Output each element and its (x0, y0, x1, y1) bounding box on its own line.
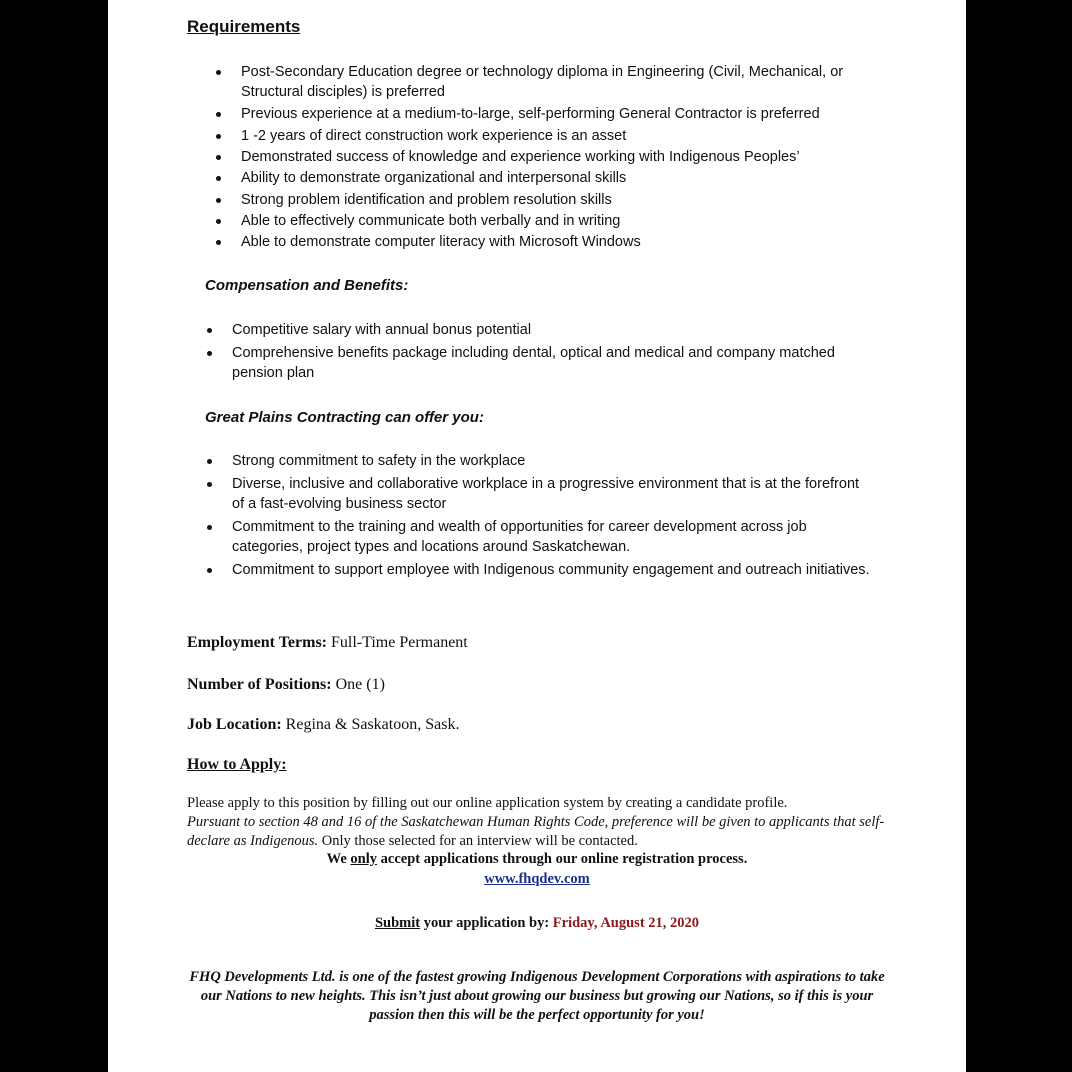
list-item: Commitment to support employee with Indigenous community engagement and outreach initiatives. (232, 560, 872, 580)
only-online-note: We only accept applications through our online registration process. (326, 851, 748, 867)
offer-heading: Great Plains Contracting can offer you: (205, 409, 484, 426)
bullet-icon (216, 134, 221, 139)
bullet-icon (216, 240, 221, 245)
submit-deadline: Submit your application by: Friday, August 21, 2020 (374, 915, 700, 931)
list-item: Demonstrated success of knowledge and experience working with Indigenous Peoples’ (241, 147, 891, 167)
website-link[interactable]: www.fhqdev.com (484, 871, 590, 887)
number-of-positions: Number of Positions: One (1) (187, 676, 385, 693)
link-row (108, 871, 966, 888)
list-item: Ability to demonstrate organizational and interpersonal skills (241, 168, 891, 188)
compensation-heading: Compensation and Benefits: (205, 277, 409, 294)
list-item: Comprehensive benefits package including dental, optical and medical and company matched pension plan (232, 343, 882, 383)
list-item: Competitive salary with annual bonus potential (232, 320, 882, 340)
job-location: Job Location: Regina & Saskatoon, Sask. (187, 716, 460, 733)
document-page (108, 0, 966, 1072)
bullet-icon (216, 155, 221, 160)
bullet-icon (216, 219, 221, 224)
employment-terms: Employment Terms: Full-Time Permanent (187, 634, 468, 651)
bullet-icon (207, 351, 212, 356)
apply-instructions: Please apply to this position by filling out our online application system by creating a candidate profile. Pursuant to section 48 and 16 of the Saskatchewan Human Rights Code, preference will be given to applicants that self-declare as Indigenous. Only those selected for an interview will be contacted. (187, 795, 885, 849)
list-item: Able to effectively communicate both verbally and in writing (241, 211, 891, 231)
offer-list (232, 451, 872, 583)
list-item: Commitment to the training and wealth of opportunities for career development across job categories, project types and locations around Saskatchewan. (232, 517, 872, 557)
bullet-icon (216, 176, 221, 181)
bullet-icon (207, 568, 212, 573)
bullet-icon (207, 482, 212, 487)
closing-statement: FHQ Developments Ltd. is one of the fastest growing Indigenous Development Corporations with aspirations to take our Nations to new heights. This isn’t just about growing our business but growing our Nations, so if this is your passion then this will be the perfect opportunity for you! (189, 969, 885, 1023)
list-item: Previous experience at a medium-to-large, self-performing General Contractor is preferred (241, 104, 891, 124)
list-item: Strong commitment to safety in the workplace (232, 451, 872, 471)
bullet-icon (216, 198, 221, 203)
requirements-list (241, 62, 891, 253)
compensation-list (232, 320, 882, 386)
bullet-icon (207, 459, 212, 464)
bullet-icon (207, 525, 212, 530)
list-item: Diverse, inclusive and collaborative workplace in a progressive environment that is at the forefront of a fast-evolving business sector (232, 474, 872, 514)
requirements-title: Requirements (187, 17, 301, 36)
how-to-apply-title: How to Apply: (187, 756, 287, 773)
list-item: Strong problem identification and problem resolution skills (241, 190, 891, 210)
bullet-icon (207, 328, 212, 333)
list-item: Post-Secondary Education degree or technology diploma in Engineering (Civil, Mechanical, or Structural disciples) is preferred (241, 62, 871, 102)
list-item: 1 -2 years of direct construction work experience is an asset (241, 126, 891, 146)
bullet-icon (216, 70, 221, 75)
deadline-date: Friday, August 21, 2020 (552, 915, 700, 931)
bullet-icon (216, 112, 221, 117)
list-item: Able to demonstrate computer literacy with Microsoft Windows (241, 232, 891, 252)
